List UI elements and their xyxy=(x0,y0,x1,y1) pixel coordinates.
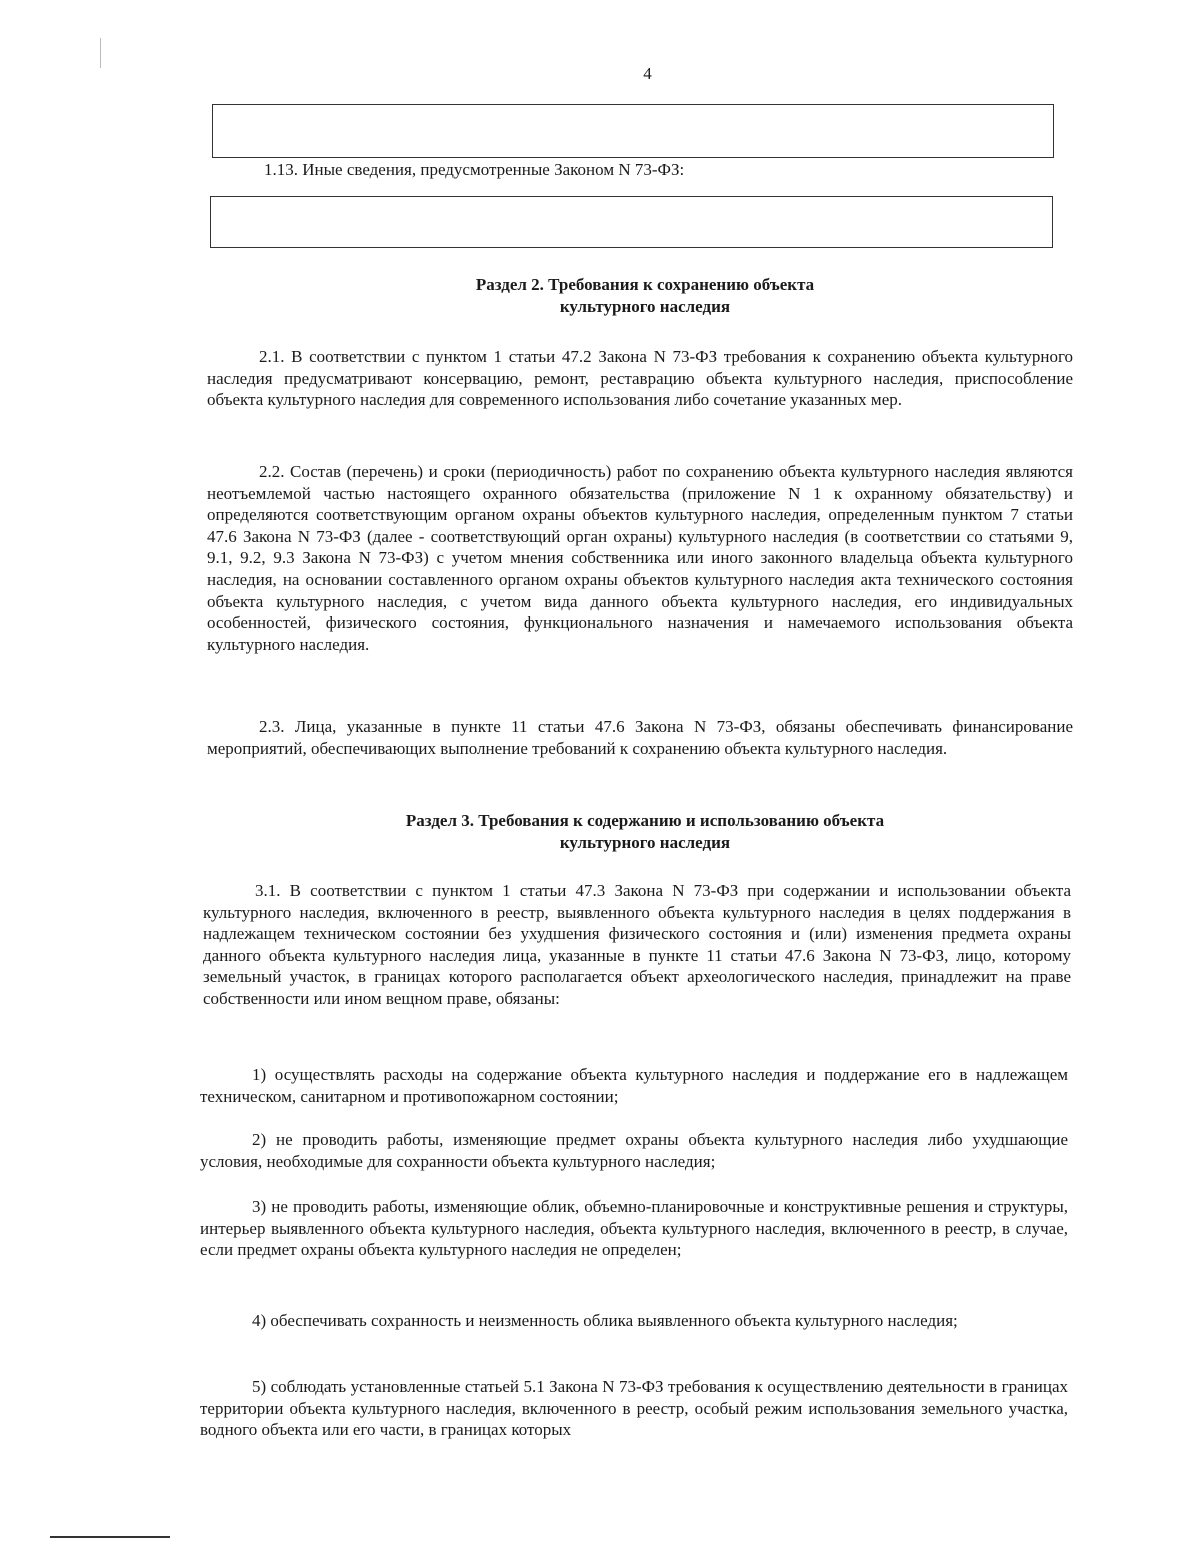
section-2-title-line1: Раздел 2. Требования к сохранению объекта xyxy=(475,275,815,294)
list-item: 1) осуществлять расходы на содержание объекта культурного наследия и поддержание его в надлежащем техническом, санитарном и противопожарном состоянии; xyxy=(200,1065,1068,1106)
section-2-title xyxy=(200,274,1090,318)
paragraph-3-1: 3.1. В соответствии с пунктом 1 статьи 47.3 Закона N 73-ФЗ при содержании и использовании объекта культурного наследия, включенного в реестр, выявленного объекта культурного наследия в целях поддержания в надлежащем техническом состоянии без ухудшения физического состояния и (или) изменения предмета охраны данного объекта культурного наследия лица, указанные в пункте 11 статьи 47.6 Закона N 73-ФЗ, лицо, которому земельный участок, в границах которого располагается объект археологического наследия, принадлежит на праве собственности или ином вещном праве, обязаны: xyxy=(203,881,1071,1008)
list-item: 5) соблюдать установленные статьей 5.1 Закона N 73-ФЗ требования к осуществлению деятельности в границах территории объекта культурного наследия, включенного в реестр, особый режим использования земельного участка, водного объекта или его части, в границах которых xyxy=(200,1377,1068,1440)
section-3-title-line2: культурного наследия xyxy=(559,833,731,852)
section-3-title-line1: Раздел 3. Требования к содержанию и использованию объекта xyxy=(405,811,885,830)
list-item: 4) обеспечивать сохранность и неизменность облика выявленного объекта культурного наследия; xyxy=(252,1311,958,1330)
clause-1-13-label: 1.13. Иные сведения, предусмотренные Законом N 73-ФЗ: xyxy=(264,160,685,179)
footnote-rule xyxy=(50,1536,170,1538)
list-item: 3) не проводить работы, изменяющие облик, объемно-планировочные и конструктивные решения и структуры, интерьер выявленного объекта культурного наследия, объекта культурного наследия, включенного в реестр, в случае, если предмет охраны объекта культурного наследия не определен; xyxy=(200,1197,1068,1260)
list-item: 2) не проводить работы, изменяющие предмет охраны объекта культурного наследия либо ухудшающие условия, необходимые для сохранности объекта культурного наследия; xyxy=(200,1130,1068,1171)
field-box-clause-1-13 xyxy=(210,196,1053,248)
field-box-previous xyxy=(212,104,1054,158)
paragraph-2-1: 2.1. В соответствии с пунктом 1 статьи 47.2 Закона N 73-ФЗ требования к сохранению объекта культурного наследия предусматривают консервацию, ремонт, реставрацию объекта культурного наследия, приспособление объекта культурного наследия для современного использования либо сочетание указанных мер. xyxy=(207,347,1073,410)
page-number: 4 xyxy=(643,64,652,83)
section-3-title xyxy=(200,810,1090,854)
section-2-title-line2: культурного наследия xyxy=(559,297,731,316)
paragraph-2-3: 2.3. Лица, указанные в пункте 11 статьи 47.6 Закона N 73-ФЗ, обязаны обеспечивать финансирование мероприятий, обеспечивающих выполнение требований к сохранению объекта культурного наследия. xyxy=(207,717,1073,758)
paragraph-2-2: 2.2. Состав (перечень) и сроки (периодичность) работ по сохранению объекта культурного наследия являются неотъемлемой частью настоящего охранного обязательства (приложение N 1 к охранному обязательству) и определяются соответствующим органом охраны объектов культурного наследия, определенным пунктом 7 статьи 47.6 Закона N 73-ФЗ (далее - соответствующий орган охраны) культурного наследия (в соответствии со статьями 9, 9.1, 9.2, 9.3 Закона N 73-ФЗ) с учетом мнения собственника или иного законного владельца объекта культурного наследия, на основании составленного органом охраны объектов культурного наследия акта технического состояния объекта культурного наследия, с учетом вида данного объекта культурного наследия, его индивидуальных особенностей, физического состояния, функционального назначения и намечаемого использования объекта культурного наследия. xyxy=(207,462,1073,654)
